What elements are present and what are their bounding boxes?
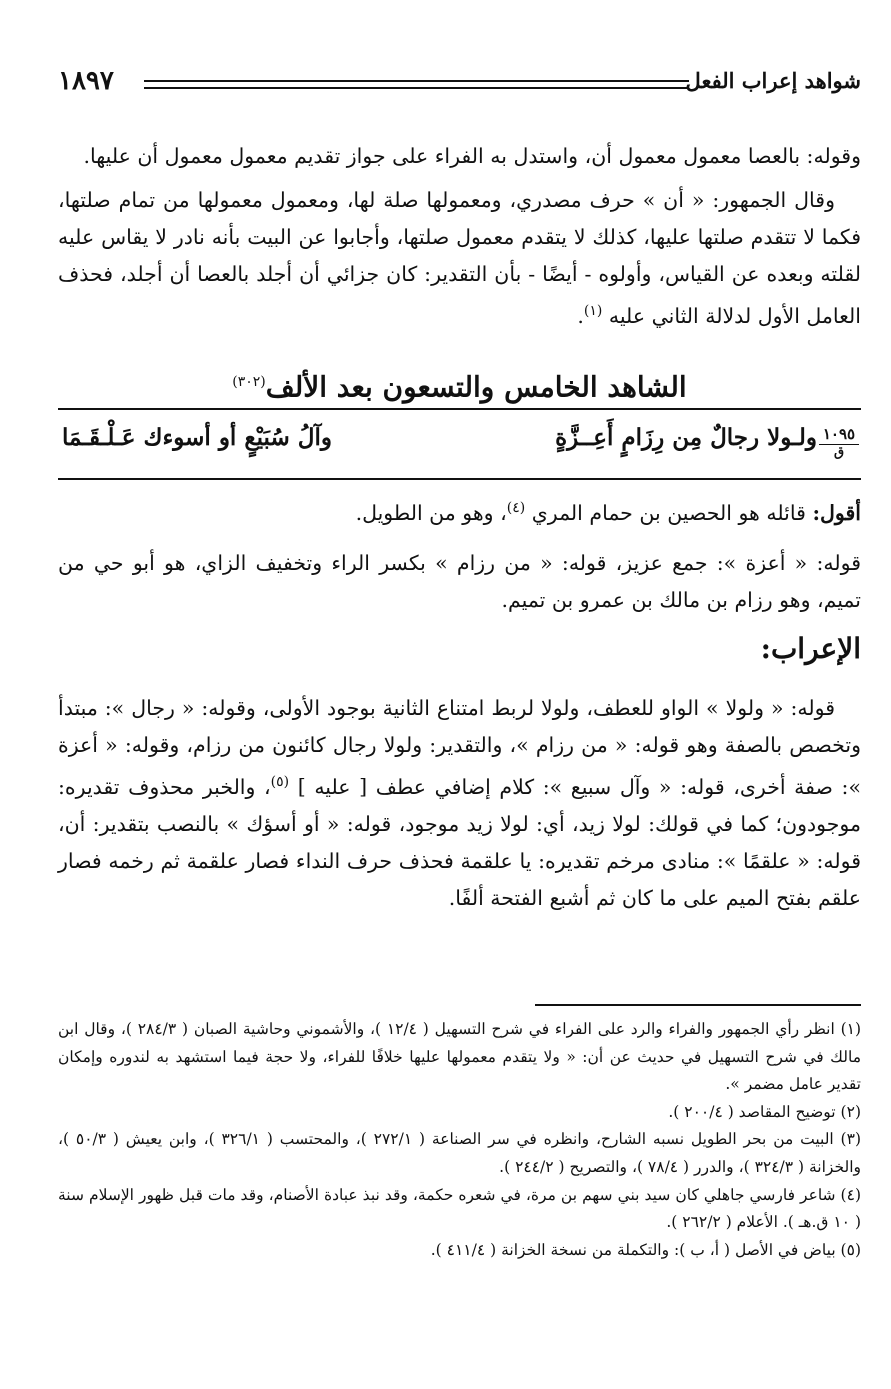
paragraph-3-end: ، وهو من الطويل. [355, 500, 507, 525]
paragraph-5-end: ، والخبر محذوف تقديره: موجودون؛ كما في قولك: لولا زيد، أي: لولا زيد موجود، قوله: « أو أسؤك » بالنصب بتقدير: أن، قوله: « علقمًا »: منادى مرخم تقديره: يا علقمة فحذف حرف النداء فصار علقمة ثم رخمه فصار علقم بفتح الميم على ما كان ثم أشبع الفتحة ألفًا. [58, 774, 861, 910]
footnotes [58, 1016, 861, 1264]
header-double-rule [144, 80, 689, 89]
footnote-1: (١) انظر رأي الجمهور والفراء والرد على الفراء في شرح التسهيل ( ١٢/٤ )، والأشموني وحاشية الصبان ( ٢٨٤/٣ )، وقال ابن مالك في شرح التسهيل في حديث عن أن: « ولا يتقدم معمولها عليها خلافًا للفراء، ولا حجة فيما استشهد به لندوره وإمكان تقدير عامل مضمر ». [58, 1020, 862, 1094]
verse-hemistich-1: ولـولا رجالٌ مِن رِزَامٍ أَعِــزَّةٍ [555, 424, 817, 451]
aqul-label: أقول: [812, 500, 861, 525]
section-title [58, 360, 861, 409]
footnote-5: (٥) بياض في الأصل ( أ، ب ): والتكملة من نسخة الخزانة ( ٤١١/٤ ). [430, 1240, 861, 1259]
paragraph-5-text: قوله: « ولولا » الواو للعطف، ولولا لربط امتناع الثانية بوجود الأولى، وقوله: « رجال »: مبتدأ وتخصص بالصفة وهو قوله: « من رزام »، والتقدير: ولولا رجال كائنون من رزام، وقوله: « أعزة »: صفة أخرى، قوله: « وآل سبيع »: كلام إضافي عطف [ عليه ] [58, 696, 861, 799]
footnote-ref-2[interactable]: (٣٠٢) [232, 374, 266, 390]
paragraph-3 [58, 490, 861, 532]
footnote-ref-1[interactable]: (١) [583, 303, 603, 319]
footnote-2: (٢) توضيح المقاصد ( ٢٠٠/٤ ). [668, 1102, 861, 1121]
page-number: ١٨٩٧ [58, 66, 114, 96]
verse-box [58, 408, 861, 480]
paragraph-2: وقال الجمهور: « أن » حرف مصدري، ومعمولها صلة لها، ومعمول معمولها من تمام صلتها، فكما لا تتقدم صلتها عليها، كذلك لا يتقدم معمول صلتها، وأجابوا عن البيت بأنه نادر لا يقاس عليه لقلته وبعده عن القياس، وأولوه - أيضًا - بأن التقدير: كان جزائي أن أجلد بالعصا أن أجلد، فحذف العامل الأول لدلالة الثاني عليه $^{(١)}$. [58, 188, 861, 328]
verse-number-value: ١٠٩٥ [822, 425, 856, 443]
paragraph-1: وقوله: بالعصا معمول معمول أن، واستدل به الفراء على جواز تقديم معمول معمول أن عليها. [83, 144, 861, 168]
verse-number [819, 426, 859, 461]
paragraph-2-text: وقال الجمهور: « أن » حرف مصدري، ومعمولها صلة لها، ومعمول معمولها من تمام صلتها، فكما لا تتقدم صلتها عليها، كذلك لا يتقدم معمول صلتها، وأجابوا عن البيت بأنه نادر لا يقاس عليه لقلته وبعده عن القياس، وأولوه - أيضًا - بأن التقدير: كان جزائي أن أجلد بالعصا أن أجلد، فحذف العامل الأول لدلالة الثاني عليه [58, 188, 861, 328]
paragraph-3-text: قائله هو الحصين بن حمام المري [531, 500, 806, 525]
verse-hemistich-2: وآلُ سُبَيْعٍ أو أسوءك عَـلْـقَـمَا [62, 424, 332, 451]
footnote-separator [535, 1004, 861, 1006]
paragraph-5 [58, 690, 861, 917]
paragraph-4: قوله: « أعزة »: جمع عزيز، قوله: « من رزام » بكسر الراء وتخفيف الزاي، هو أبو حي من تميم، وهو رزام بن مالك بن عمرو بن تميم. [58, 551, 861, 612]
verse-type: ق [819, 444, 859, 461]
footnote-ref-4[interactable]: (٤) [506, 500, 526, 516]
footnote-4: (٤) شاعر فارسي جاهلي كان سيد بني سهم بن مرة، في شعره حكمة، وقد نبذ عبادة الأصنام، وقد مات قبل ظهور الإسلام سنة ( ١٠ ق.هـ ). الأعلام ( ٢٦٢/٢ ). [58, 1185, 861, 1232]
section-title-text: الشاهد الخامس والتسعون بعد الألف [265, 370, 687, 404]
chapter-title: شواهد إعراب الفعل [685, 68, 861, 93]
running-header [58, 66, 861, 106]
footnote-ref-5[interactable]: (٥) [270, 774, 290, 790]
footnote-3: (٣) البيت من بحر الطويل نسبه الشارح، وانظره في سر الصناعة ( ٢٧٢/١ )، والمحتسب ( ٣٢٦/١ )، وابن يعيش ( ٥٠/٣ )، والخزانة ( ٣٢٤/٣ )، والدرر ( ٧٨/٤ )، والتصريح ( ٢٤٤/٢ ). [58, 1130, 861, 1176]
irab-heading: الإعراب: [760, 632, 861, 665]
